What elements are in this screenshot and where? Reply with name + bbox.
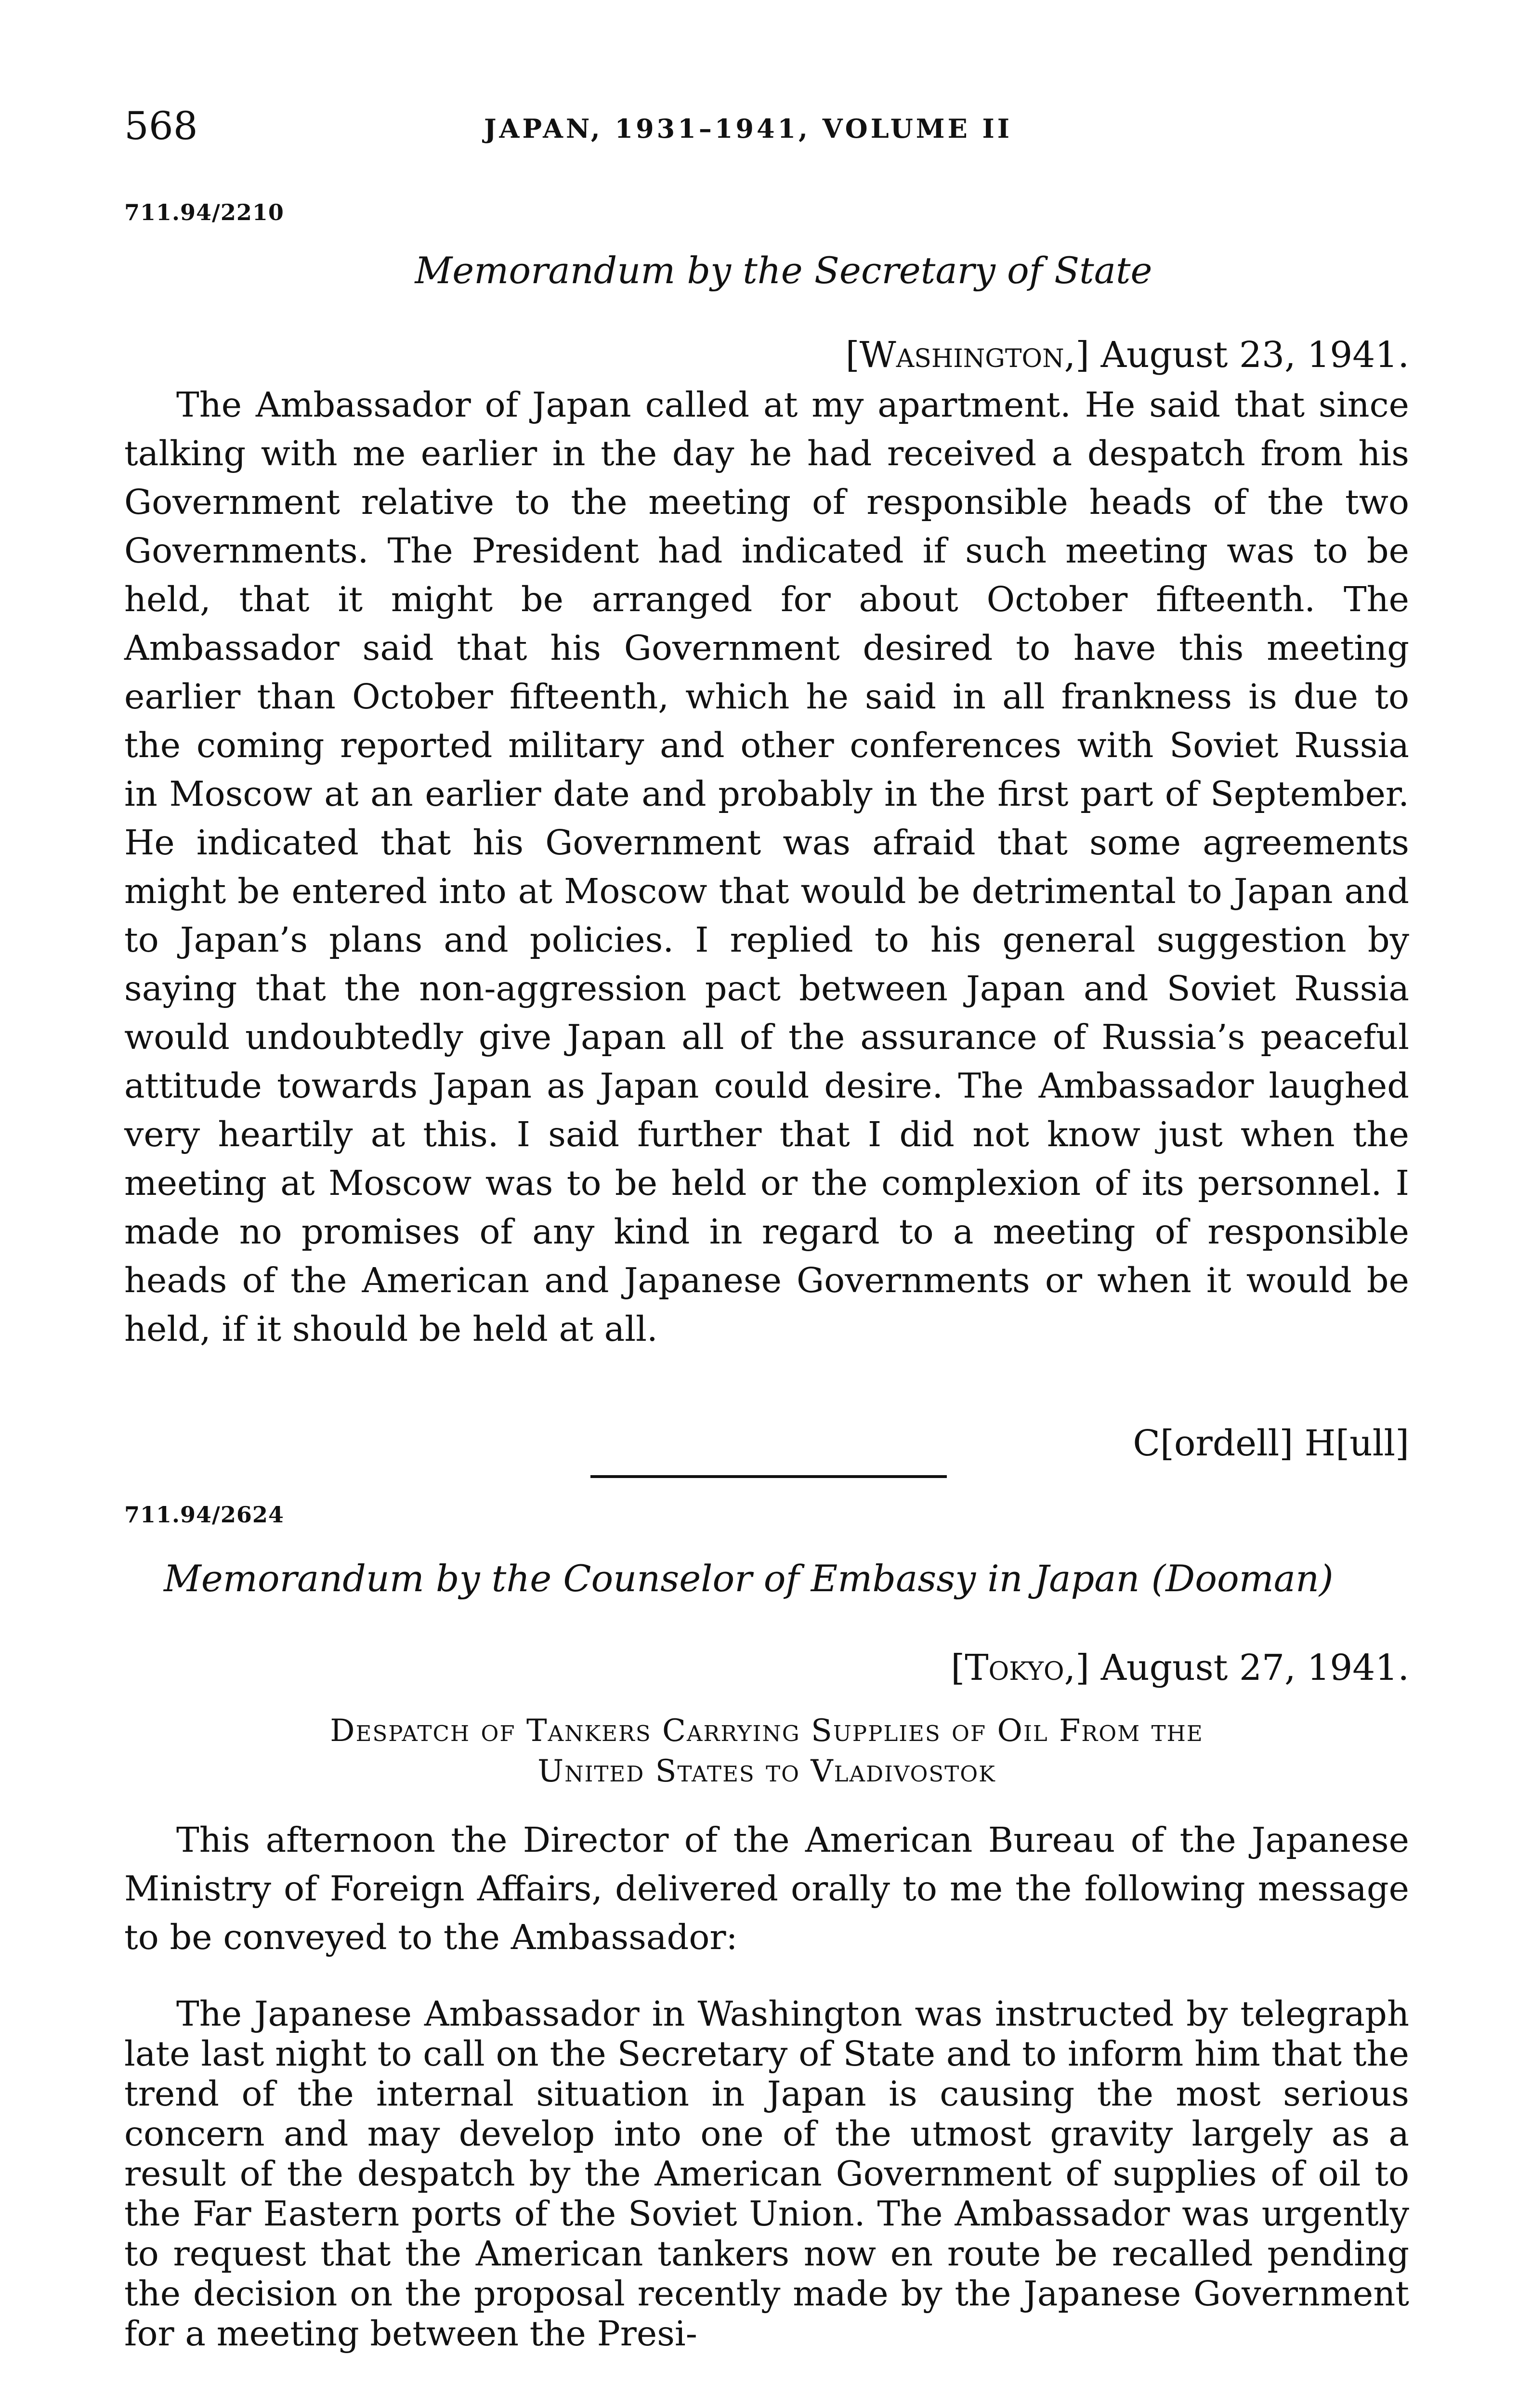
memo2-subject-line2: United States to Vladivostok	[537, 1754, 996, 1789]
memo1-signature: C[ordell] H[ull]	[1133, 1423, 1409, 1464]
memo1-dateline-place: [Washington,]	[845, 334, 1090, 376]
running-title: JAPAN, 1931–1941, VOLUME II	[484, 113, 1013, 144]
memo2-subject-line1: Despatch of Tankers Carrying Supplies of Oil From the	[330, 1713, 1204, 1749]
memo2-subject	[124, 1711, 1409, 1792]
memo1-paragraph: The Ambassador of Japan called at my apartment. He said that since talking with me earlier in the day he had received a despatch from his Government relative to the meeting of responsible heads of the two Governments. The President had indicated if such meeting was to be held, that it might be arranged for about October fifteenth. The Ambassador said that his Government desired to have this meeting earlier than October fifteenth, which he said in all frankness is due to the coming reported military and other conferences with Soviet Russia in Moscow at an earlier date and probably in the first part of September. He indicated that his Government was afraid that some agreements might be entered into at Moscow that would be detrimental to Japan and to Japan’s plans and policies. I replied to his general suggestion by saying that the non-aggression pact between Japan and Soviet Russia would undoubtedly give Japan all of the assurance of Russia’s peaceful attitude towards Japan as Japan could desire. The Ambassador laughed very heartily at this. I said further that I did not know just when the meeting at Moscow was to be held or the complexion of its personnel. I made no promises of any kind in regard to a meeting of responsible heads of the American and Japanese Governments or when it would be held, if it should be held at all.	[124, 385, 1409, 1349]
memo2-paragraph2: The Japanese Ambassador in Washington was instructed by telegraph late last night to call on the Secretary of State and to inform him that the trend of the internal situation in Japan is causing the most serious concern and may develop into one of the utmost gravity largely as a result of the despatch by the American Government of supplies of oil to the Far Eastern ports of the Soviet Union. The Ambassador was urgently to request that the American tankers now en route be recalled pending the decision on the proposal recently made by the Japanese Government for a meeting between the Presi-	[124, 1994, 1409, 2354]
memo1-file-number: 711.94/2210	[124, 199, 284, 225]
memo2-intro	[124, 1816, 1409, 1962]
memo2-dateline-date: August 27, 1941.	[1100, 1647, 1409, 1688]
memo1-dateline	[124, 334, 1409, 376]
memo1-body	[124, 380, 1409, 1353]
memo2-dateline	[124, 1647, 1409, 1688]
memo1-dateline-date: August 23, 1941.	[1100, 334, 1409, 376]
memo2-paragraph1: This afternoon the Director of the American Bureau of the Japanese Ministry of Foreign Affairs, delivered orally to me the following message to be conveyed to the Ambassador:	[124, 1820, 1409, 1957]
memo2-dateline-place: [Tokyo,]	[951, 1647, 1090, 1688]
memo2-title: Memorandum by the Counselor of Embassy in Japan (Dooman)	[164, 1557, 1334, 1600]
memo2-file-number: 711.94/2624	[124, 1502, 284, 1528]
running-head	[124, 104, 1409, 160]
page-number: 568	[124, 104, 198, 148]
memo2-message	[124, 1994, 1409, 2354]
memo1-title: Memorandum by the Secretary of State	[415, 249, 1152, 292]
section-divider	[590, 1475, 947, 1478]
